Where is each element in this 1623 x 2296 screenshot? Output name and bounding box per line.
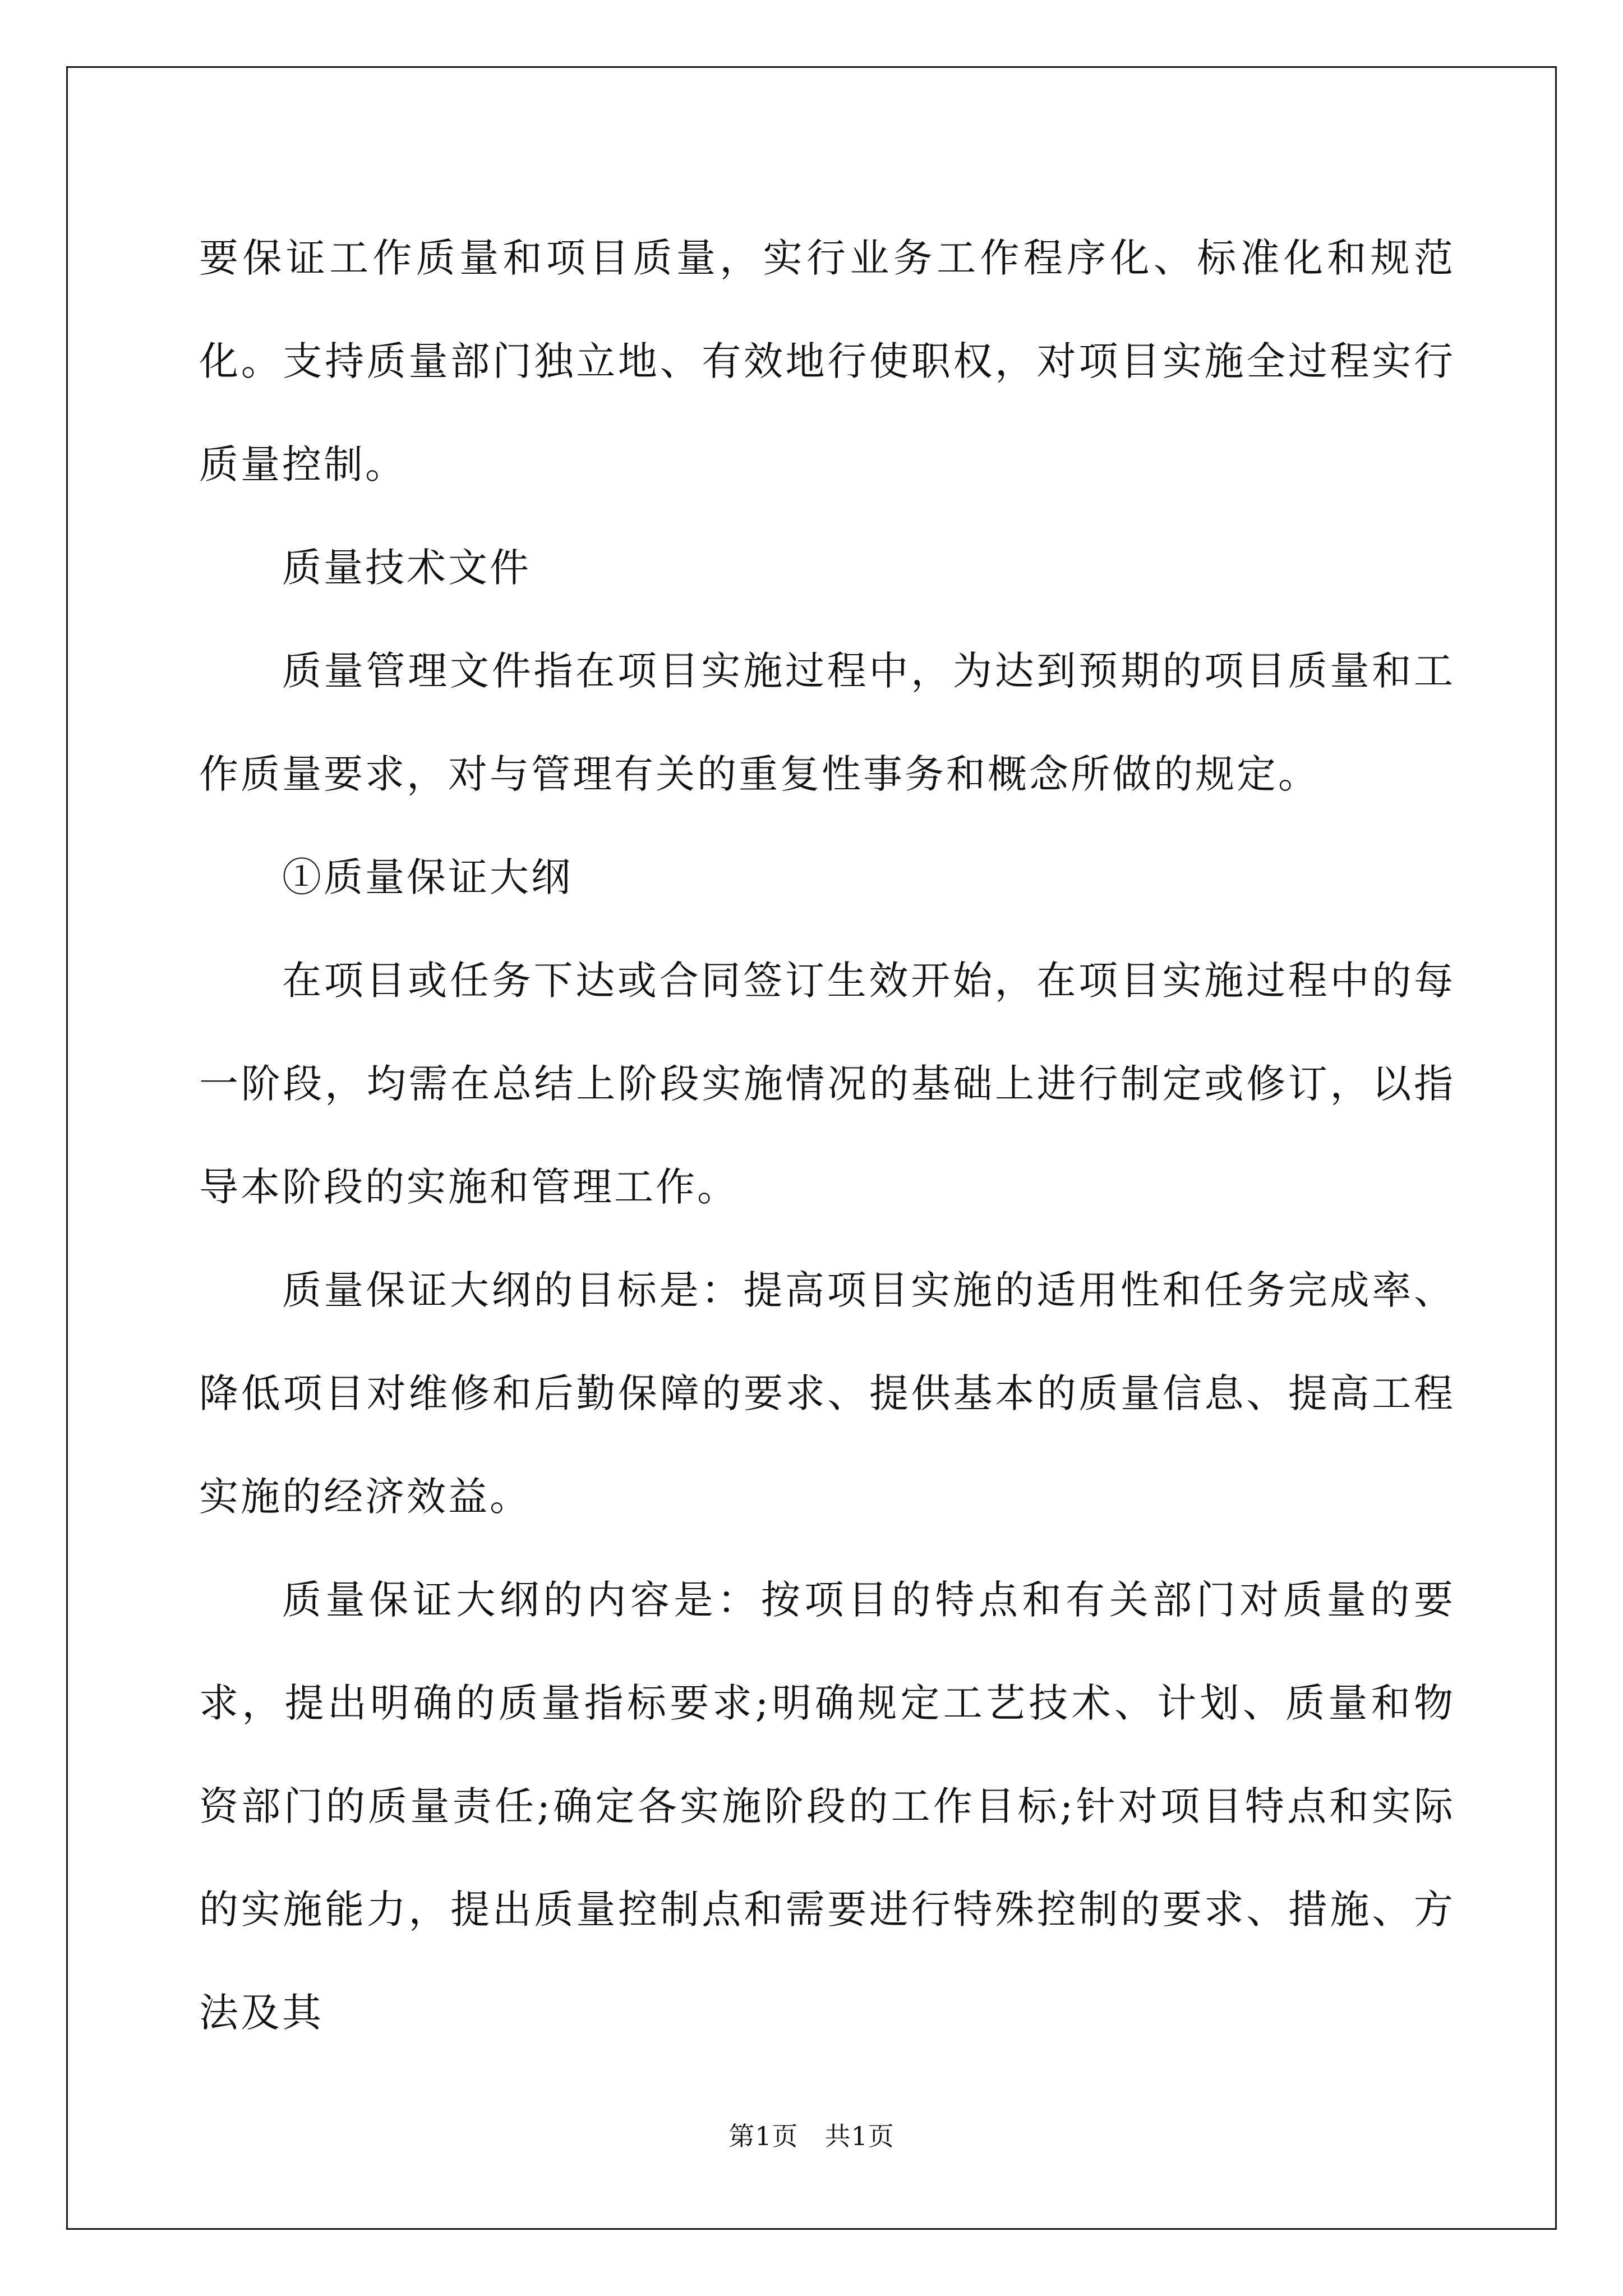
subsection-heading: ①质量保证大纲 — [282, 854, 573, 900]
paragraph: 质量保证大纲的目标是：提高项目实施的适用性和任务完成率、降低项目对维修和后勤保障的要求、提供基本的质量信息、提高工程实施的经济效益。 — [199, 1267, 1455, 1520]
paragraph: 质量管理文件指在项目实施过程中，为达到预期的项目质量和工作质量要求，对与管理有关的重复性事务和概念所做的规定。 — [199, 648, 1455, 797]
paragraph: 要保证工作质量和项目质量，实行业务工作程序化、标准化和规范化。支持质量部门独立地、有效地行使职权，对项目实施全过程实行质量控制。 — [199, 235, 1455, 487]
paragraph: 质量保证大纲的内容是：按项目的特点和有关部门对质量的要求，提出明确的质量指标要求;明确规定工艺技术、计划、质量和物资部门的质量责任;确定各实施阶段的工作目标;针对项目特点和实际的实施能力，提出质量控制点和需要进行特殊控制的要求、措施、方法及其 — [199, 1577, 1455, 2036]
page-total: 共1页 — [824, 2121, 895, 2151]
page-footer — [0, 2119, 1623, 2153]
section-heading: 质量技术文件 — [282, 545, 531, 591]
page-number: 第1页 — [728, 2121, 799, 2151]
document-body — [199, 206, 1455, 2064]
paragraph: 在项目或任务下达或合同签订生效开始，在项目实施过程中的每一阶段，均需在总结上阶段实施情况的基础上进行制定或修订，以指导本阶段的实施和管理工作。 — [199, 958, 1455, 1210]
